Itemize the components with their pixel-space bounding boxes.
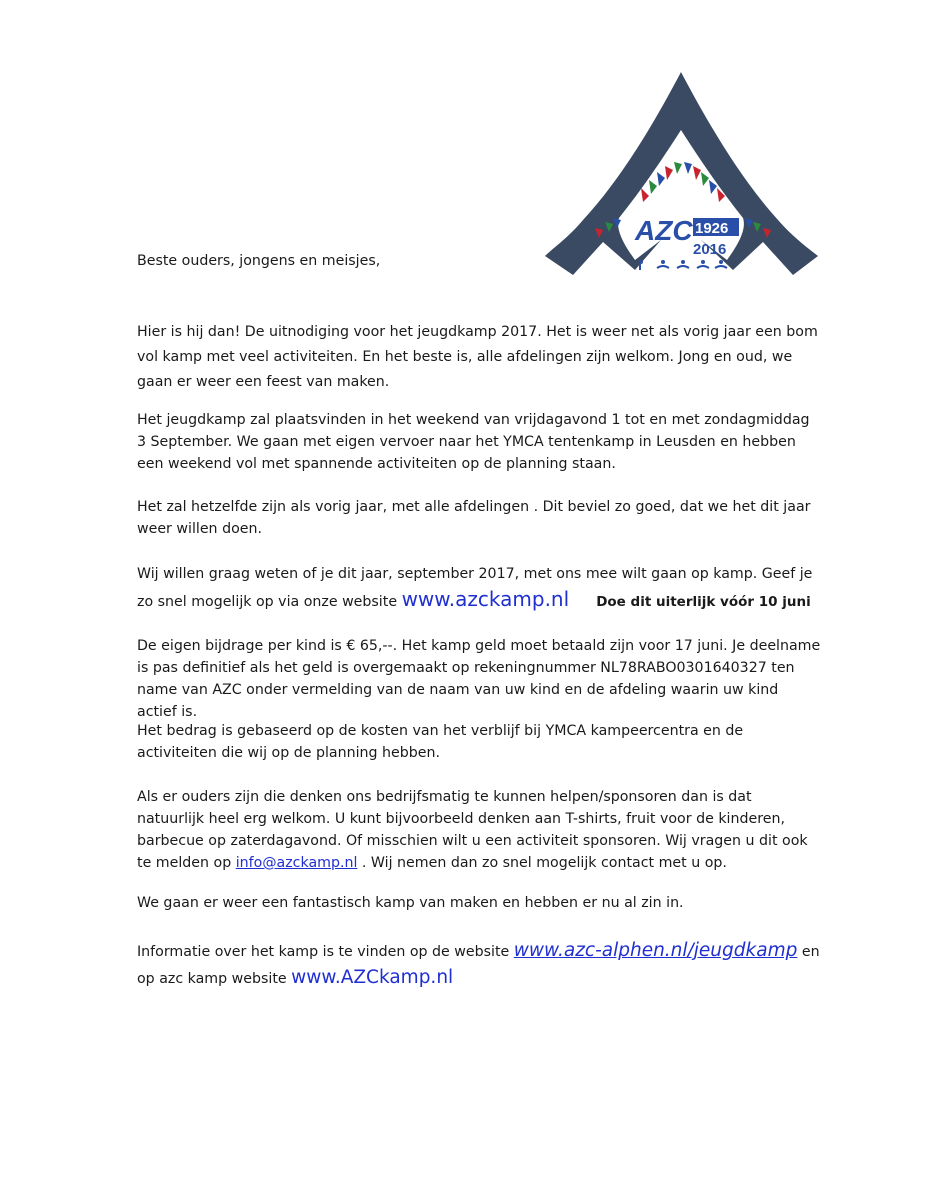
paragraph-fee: De eigen bijdrage per kind is € 65,--. Het kamp geld moet betaald zijn voor 17 juni. Je deelname is pas definitief als het geld is overgemaakt op rekeningnummer NL78RABO0301640327 ten name van AZC onder vermelding van de naam van uw kind en de afdeling waarin uw kind actief is. [137, 638, 821, 720]
paragraph-same-as-last-year: Het zal hetzelfde zijn als vorig jaar, met alle afdelingen . Dit beviel zo goed, dat we het dit jaar weer willen doen. [137, 499, 811, 537]
paragraph-invitation: Hier is hij dan! De uitnodiging voor het jeugdkamp 2017. Het is weer net als vorig jaar een bom vol kamp met veel activiteiten. En het beste is, alle afdelingen zijn welkom. Jong en oud, we gaan er weer een feest van maken. [137, 324, 818, 390]
email-link[interactable]: info@azckamp.nl [235, 855, 358, 871]
logo-azc-text: AZC [635, 215, 693, 246]
signup-text: Wij willen graag weten of je dit jaar, september 2017, met ons mee wilt gaan op kamp. Geef je zo snel mogelijk op via onze website [137, 566, 813, 610]
sponsors-text: Als er ouders zijn die denken ons bedrijfsmatig te kunnen helpen/sponsoren dan is dat natuurlijk heel erg welkom. U kunt bijvoorbeeld denken aan T-shirts, fruit voor de kinderen, barbecue op zaterdagavond. Of misschien wilt u een activiteit sponsoren. Wij vragen u dit ook te melden op [137, 789, 808, 871]
azckamp-website-link[interactable]: www.AZCkamp.nl [291, 967, 454, 988]
paragraph-sponsors [137, 786, 822, 874]
paragraph-dates: Het jeugdkamp zal plaatsvinden in het weekend van vrijdagavond 1 tot en met zondagmiddag 3 September. We gaan met eigen vervoer naar het YMCA tentenkamp in Leusden en hebben een weekend vol met spannende activiteiten op de planning staan. [137, 412, 810, 472]
paragraph-signup [137, 562, 822, 615]
signup-deadline: Doe dit uiterlijk vóór 10 juni [596, 594, 811, 610]
info-mid: en op azc kamp website [137, 944, 820, 987]
info-text: Informatie over het kamp is te vinden op de website [137, 944, 514, 960]
sponsors-after: . Wij nemen dan zo snel mogelijk contact met u op. [357, 855, 727, 871]
logo-year-top: 1926 [695, 220, 729, 237]
paragraph-costs: Het bedrag is gebaseerd op de kosten van het verblijf bij YMCA kampeercentra en de activiteiten die wij op de planning hebben. [137, 723, 744, 761]
info-website-link[interactable]: www.azc-alphen.nl/jeugdkamp [513, 940, 798, 961]
logo-year-bottom: 2016 [693, 241, 727, 258]
paragraph-closing: We gaan er weer een fantastisch kamp van maken en hebben er nu al zin in. [137, 895, 684, 911]
paragraph-info [137, 938, 822, 992]
signup-website-link[interactable]: www.azckamp.nl [401, 587, 570, 611]
greeting: Beste ouders, jongens en meisjes, [137, 253, 381, 269]
